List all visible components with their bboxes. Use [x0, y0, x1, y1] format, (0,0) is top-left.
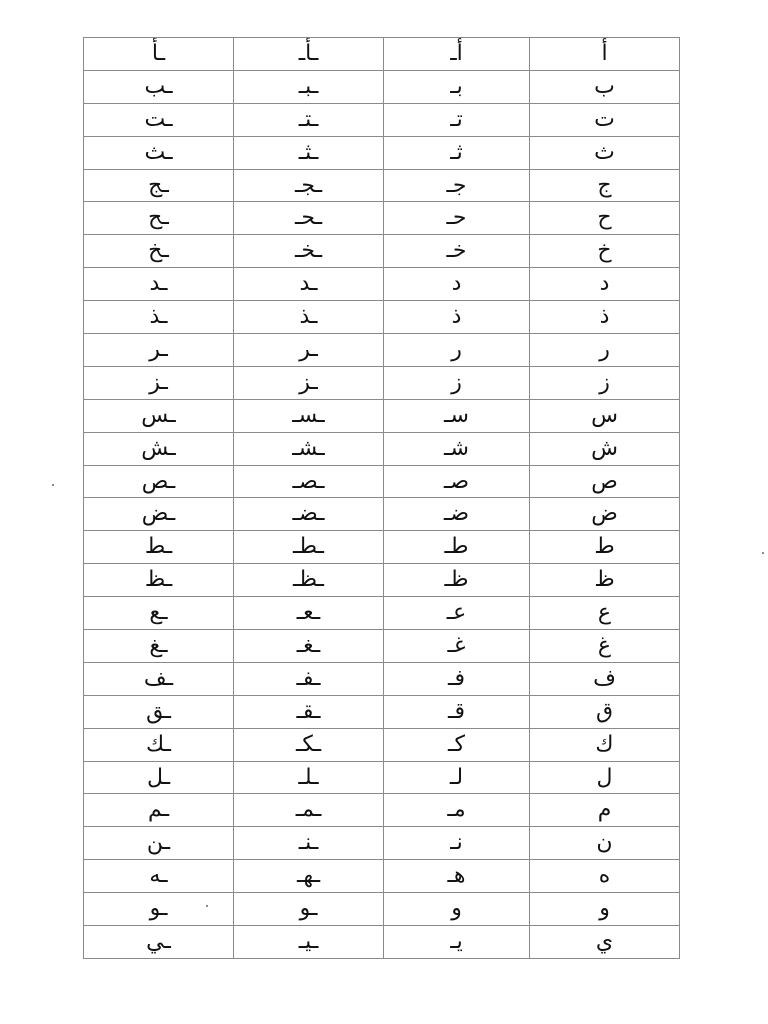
cell-medial-form: ـخـ [234, 235, 384, 268]
scan-speck [206, 905, 208, 907]
cell-medial-form: ـز [234, 366, 384, 399]
cell-initial-form: تـ [384, 103, 530, 136]
cell-initial-form: ظـ [384, 564, 530, 597]
cell-initial-form: طـ [384, 531, 530, 564]
cell-medial-form: ـحـ [234, 202, 384, 235]
cell-initial-form: لـ [384, 761, 530, 794]
cell-final-form: ـس [84, 399, 234, 432]
cell-isolated-form: ت [530, 103, 680, 136]
cell-isolated-form: ر [530, 334, 680, 367]
cell-medial-form: ـنـ [234, 827, 384, 860]
cell-medial-form: ـذ [234, 301, 384, 334]
cell-initial-form: خـ [384, 235, 530, 268]
cell-final-form: ـض [84, 498, 234, 531]
cell-final-form: ـث [84, 136, 234, 169]
cell-initial-form: د [384, 268, 530, 301]
cell-isolated-form: ز [530, 366, 680, 399]
cell-initial-form: فـ [384, 662, 530, 695]
cell-isolated-form: خ [530, 235, 680, 268]
cell-isolated-form: ش [530, 432, 680, 465]
table-row [84, 926, 680, 959]
cell-final-form: ـز [84, 366, 234, 399]
table-row [84, 827, 680, 860]
cell-initial-form: نـ [384, 827, 530, 860]
cell-final-form: ـو [84, 893, 234, 926]
table-row [84, 235, 680, 268]
cell-final-form: ـف [84, 662, 234, 695]
table-row [84, 465, 680, 498]
table-row [84, 761, 680, 794]
cell-initial-form: شـ [384, 432, 530, 465]
table-row [84, 169, 680, 202]
cell-final-form: ـي [84, 926, 234, 959]
cell-initial-form: صـ [384, 465, 530, 498]
cell-medial-form: ـسـ [234, 399, 384, 432]
cell-isolated-form: ض [530, 498, 680, 531]
cell-isolated-form: ق [530, 695, 680, 728]
cell-isolated-form: و [530, 893, 680, 926]
cell-isolated-form: ص [530, 465, 680, 498]
cell-isolated-form: غ [530, 630, 680, 663]
cell-initial-form: ر [384, 334, 530, 367]
cell-isolated-form: س [530, 399, 680, 432]
letter-forms-table [83, 37, 680, 959]
cell-medial-form: ـعـ [234, 597, 384, 630]
table-row [84, 70, 680, 103]
cell-medial-form: ـضـ [234, 498, 384, 531]
table-row [84, 103, 680, 136]
cell-final-form: ـم [84, 794, 234, 827]
cell-medial-form: ـبـ [234, 70, 384, 103]
cell-medial-form: ـتـ [234, 103, 384, 136]
table-row [84, 695, 680, 728]
table-row [84, 531, 680, 564]
cell-initial-form: ز [384, 366, 530, 399]
cell-medial-form: ـصـ [234, 465, 384, 498]
cell-final-form: ـع [84, 597, 234, 630]
cell-final-form: ـص [84, 465, 234, 498]
cell-medial-form: ـجـ [234, 169, 384, 202]
cell-isolated-form: ه [530, 860, 680, 893]
cell-initial-form: مـ [384, 794, 530, 827]
cell-medial-form: ـثـ [234, 136, 384, 169]
cell-medial-form: ـر [234, 334, 384, 367]
cell-initial-form: كـ [384, 728, 530, 761]
cell-initial-form: ثـ [384, 136, 530, 169]
cell-initial-form: جـ [384, 169, 530, 202]
cell-initial-form: عـ [384, 597, 530, 630]
cell-final-form: ـب [84, 70, 234, 103]
header-medial-form: ـأـ [234, 38, 384, 71]
cell-isolated-form: ظ [530, 564, 680, 597]
table-row [84, 597, 680, 630]
cell-initial-form: ذ [384, 301, 530, 334]
cell-initial-form: قـ [384, 695, 530, 728]
cell-medial-form: ـد [234, 268, 384, 301]
cell-initial-form: ضـ [384, 498, 530, 531]
table-row [84, 334, 680, 367]
cell-initial-form: هـ [384, 860, 530, 893]
cell-medial-form: ـطـ [234, 531, 384, 564]
table-row [84, 860, 680, 893]
cell-final-form: ـذ [84, 301, 234, 334]
cell-medial-form: ـغـ [234, 630, 384, 663]
cell-isolated-form: ع [530, 597, 680, 630]
cell-medial-form: ـظـ [234, 564, 384, 597]
table-row [84, 564, 680, 597]
cell-initial-form: بـ [384, 70, 530, 103]
cell-medial-form: ـكـ [234, 728, 384, 761]
cell-isolated-form: ج [530, 169, 680, 202]
cell-isolated-form: ن [530, 827, 680, 860]
cell-final-form: ـد [84, 268, 234, 301]
cell-final-form: ـت [84, 103, 234, 136]
scan-speck [762, 552, 764, 554]
cell-isolated-form: د [530, 268, 680, 301]
scan-speck [52, 484, 54, 486]
cell-isolated-form: ط [530, 531, 680, 564]
cell-final-form: ـط [84, 531, 234, 564]
cell-isolated-form: م [530, 794, 680, 827]
cell-final-form: ـق [84, 695, 234, 728]
cell-initial-form: حـ [384, 202, 530, 235]
cell-isolated-form: ح [530, 202, 680, 235]
cell-isolated-form: ل [530, 761, 680, 794]
cell-isolated-form: ث [530, 136, 680, 169]
cell-final-form: ـح [84, 202, 234, 235]
cell-final-form: ـغ [84, 630, 234, 663]
cell-final-form: ـن [84, 827, 234, 860]
cell-final-form: ـخ [84, 235, 234, 268]
cell-medial-form: ـلـ [234, 761, 384, 794]
table-row [84, 662, 680, 695]
table-header-row [84, 38, 680, 71]
header-final-form: ـأ [84, 38, 234, 71]
cell-final-form: ـه [84, 860, 234, 893]
table-row [84, 728, 680, 761]
cell-medial-form: ـشـ [234, 432, 384, 465]
cell-medial-form: ـو [234, 893, 384, 926]
cell-final-form: ـج [84, 169, 234, 202]
cell-medial-form: ـيـ [234, 926, 384, 959]
cell-isolated-form: ف [530, 662, 680, 695]
cell-initial-form: سـ [384, 399, 530, 432]
table-row [84, 630, 680, 663]
cell-medial-form: ـقـ [234, 695, 384, 728]
cell-medial-form: ـفـ [234, 662, 384, 695]
table-row [84, 399, 680, 432]
table-row [84, 202, 680, 235]
cell-final-form: ـر [84, 334, 234, 367]
table-row [84, 301, 680, 334]
table-row [84, 432, 680, 465]
header-initial-form: أـ [384, 38, 530, 71]
header-isolated-form: أ [530, 38, 680, 71]
cell-initial-form: غـ [384, 630, 530, 663]
cell-isolated-form: ذ [530, 301, 680, 334]
table-row [84, 136, 680, 169]
cell-final-form: ـل [84, 761, 234, 794]
cell-initial-form: يـ [384, 926, 530, 959]
table-row [84, 893, 680, 926]
cell-medial-form: ـمـ [234, 794, 384, 827]
table-row [84, 794, 680, 827]
cell-isolated-form: ك [530, 728, 680, 761]
cell-initial-form: و [384, 893, 530, 926]
cell-final-form: ـظ [84, 564, 234, 597]
cell-isolated-form: ي [530, 926, 680, 959]
cell-final-form: ـش [84, 432, 234, 465]
table-row [84, 498, 680, 531]
cell-medial-form: ـهـ [234, 860, 384, 893]
table-row [84, 268, 680, 301]
cell-isolated-form: ب [530, 70, 680, 103]
table-row [84, 366, 680, 399]
cell-final-form: ـك [84, 728, 234, 761]
